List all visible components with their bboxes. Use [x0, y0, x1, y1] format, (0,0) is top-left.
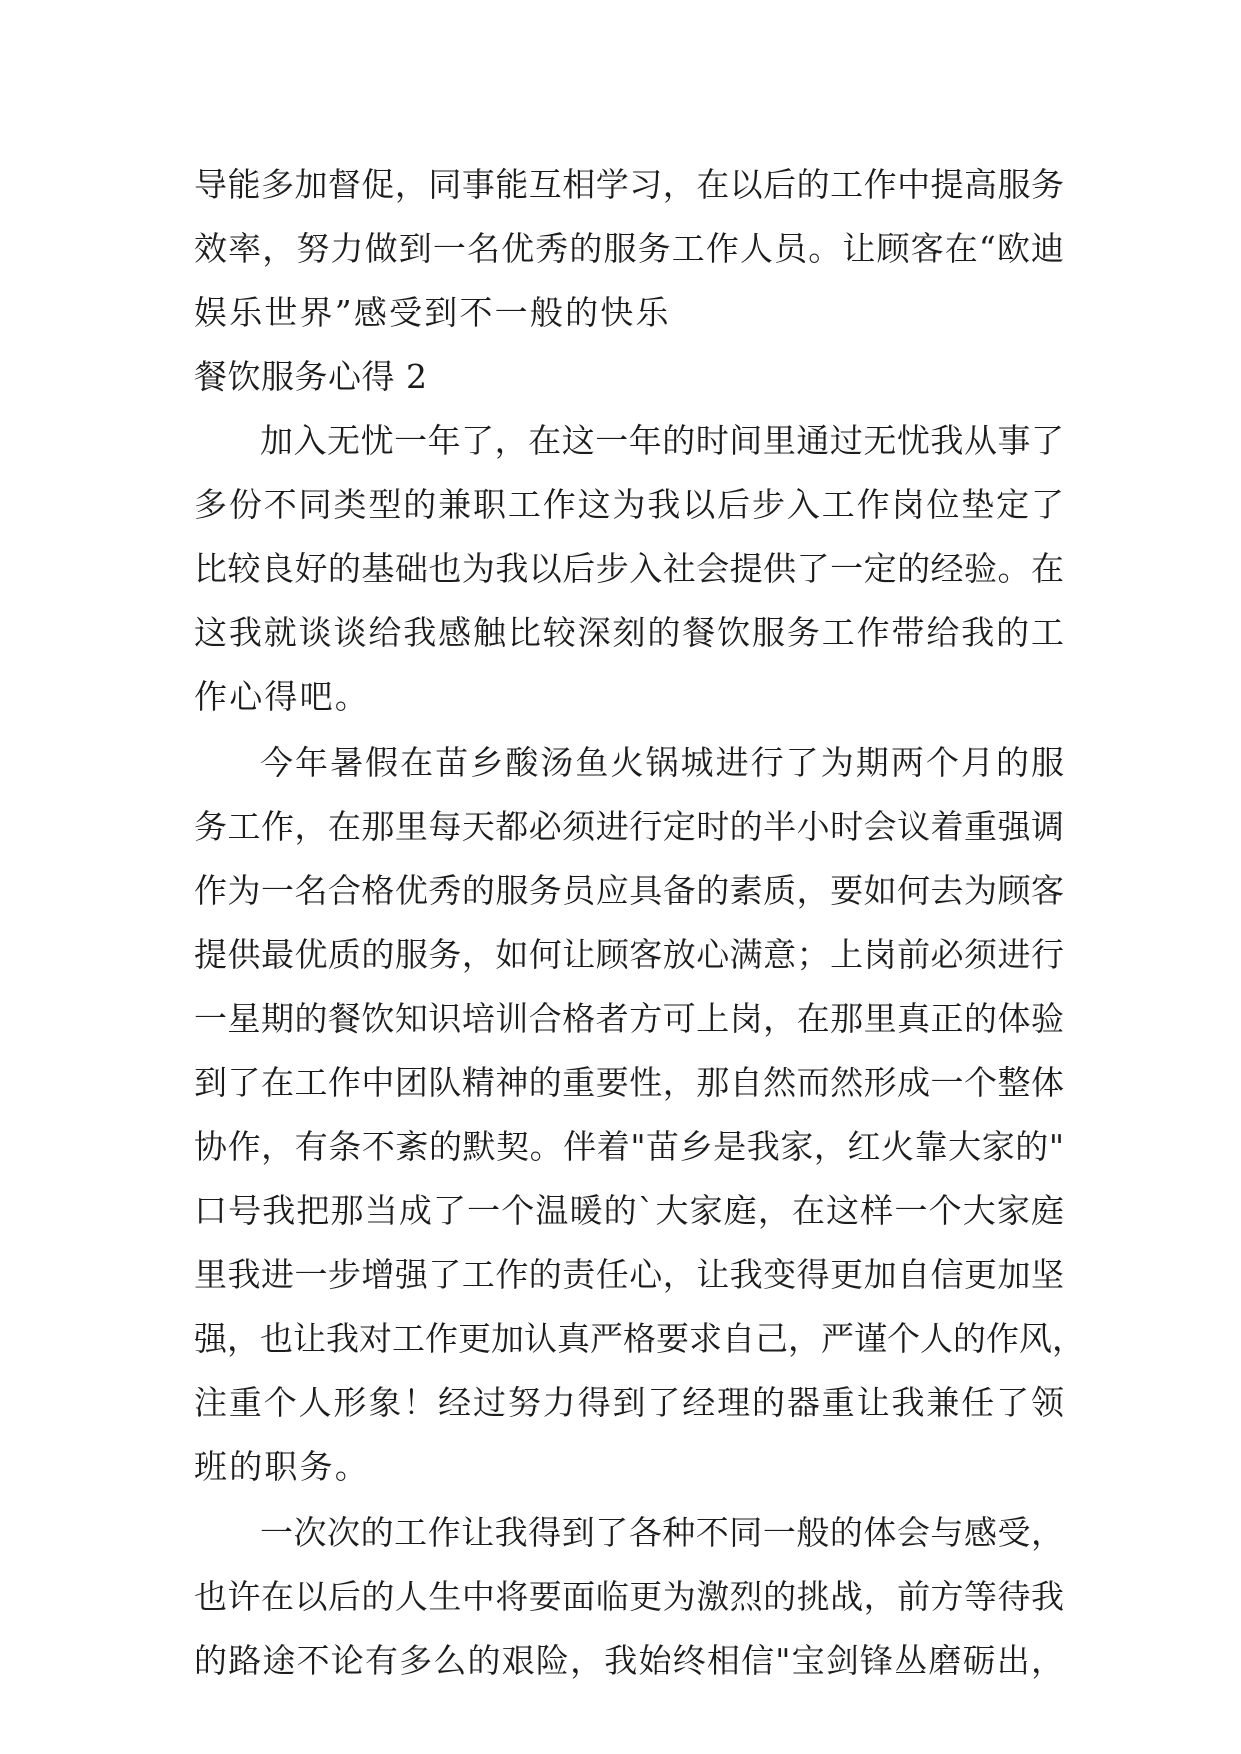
paragraph-first-line: 加入无忧一年了，在这一年的时间里通过无忧我从事了: [260, 421, 1064, 460]
text-line: 这我就谈谈给我感触比较深刻的餐饮服务工作带给我的工: [194, 613, 1064, 652]
text-line: 效率，努力做到一名优秀的服务工作人员。让顾客在“欧迪: [194, 229, 1064, 268]
text-line: 作为一名合格优秀的服务员应具备的素质，要如何去为顾客: [194, 871, 1064, 910]
text-line: 到了在工作中团队精神的重要性，那自然而然形成一个整体: [194, 1063, 1064, 1102]
paragraph-first-line: 今年暑假在苗乡酸汤鱼火锅城进行了为期两个月的服: [260, 743, 1064, 782]
text-line: 注重个人形象！经过努力得到了经理的器重让我兼任了领: [194, 1383, 1064, 1422]
text-line: 导能多加督促，同事能互相学习，在以后的工作中提高服务: [194, 165, 1064, 204]
text-line: 一星期的餐饮知识培训合格者方可上岗，在那里真正的体验: [194, 999, 1064, 1038]
text-line: 作心得吧。: [194, 677, 370, 716]
text-line: 里我进一步增强了工作的责任心，让我变得更加自信更加坚: [194, 1255, 1064, 1294]
text-line: 协作，有条不紊的默契。伴着"苗乡是我家，红火靠大家的": [194, 1127, 1064, 1166]
text-line: 多份不同类型的兼职工作这为我以后步入工作岗位垫定了: [194, 485, 1064, 524]
text-line: 口号我把那当成了一个温暖的`大家庭，在这样一个大家庭: [194, 1191, 1064, 1230]
paragraph-first-line: 一次次的工作让我得到了各种不同一般的体会与感受，: [260, 1513, 1064, 1552]
section-heading: 餐饮服务心得 2: [194, 357, 428, 396]
text-line: 强，也让我对工作更加认真严格要求自己，严谨个人的作风，: [194, 1319, 1085, 1358]
text-line: 提供最优质的服务，如何让顾客放心满意；上岗前必须进行: [194, 935, 1064, 974]
text-line: 比较良好的基础也为我以后步入社会提供了一定的经验。在: [194, 549, 1064, 588]
text-line: 娱乐世界”感受到不一般的快乐: [194, 293, 671, 332]
text-line: 也许在以后的人生中将要面临更为激烈的挑战，前方等待我: [194, 1577, 1064, 1616]
text-line: 的路途不论有多么的艰险，我始终相信"宝剑锋丛磨砺出，: [194, 1641, 1064, 1680]
text-line: 班的职务。: [194, 1447, 370, 1486]
text-line: 务工作，在那里每天都必须进行定时的半小时会议着重强调: [194, 807, 1064, 846]
